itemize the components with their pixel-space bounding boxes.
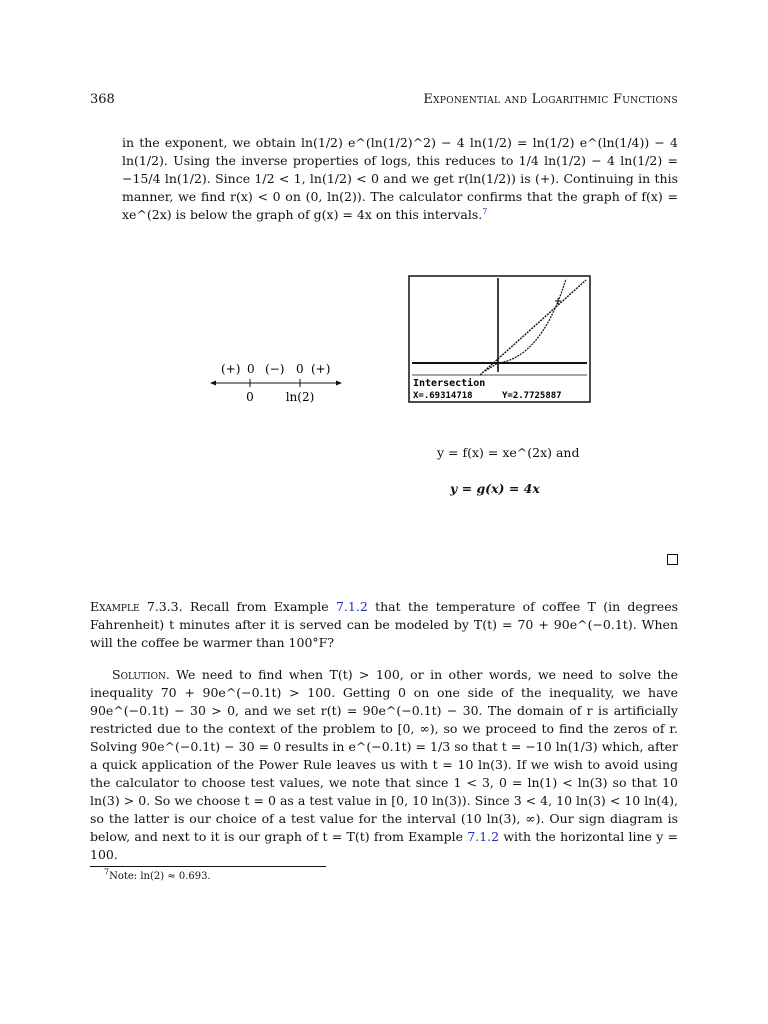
paragraph-continuation bbox=[122, 134, 678, 224]
running-title: Exponential and Logarithmic Functions bbox=[423, 92, 678, 107]
sign-zero-left: 0 bbox=[247, 362, 255, 376]
example-link[interactable]: 7.1.2 bbox=[335, 599, 368, 614]
tick-label-zero: 0 bbox=[246, 390, 254, 404]
sign-zero-right: 0 bbox=[296, 362, 304, 376]
solution-label: Solution. bbox=[112, 667, 170, 682]
footnote-marker: 7 bbox=[104, 867, 110, 877]
example-text-2: that the temperature of coffee T (in degrees Fahrenheit) t minutes after it is served can be modeled by T(t) = 70 + 90e^(−0.1t). When will the coffee be warmer than 100°F? bbox=[90, 599, 679, 650]
solution-text-1: We need to find when T(t) > 100, or in other words, we need to solve the inequality 70 + 90e^(−0.1t) > 100. Getting 0 on one side of the inequality, we have 90e^(−0.1t) − 30 > 0, and we set r(t) = 90e^(−0.1t) − 30. The domain of r is artificially restricted due to the context of the problem to [0, ∞), so we proceed to find the zeros of r. Solving 90e^(−0.1t) − 30 = 0 results in e^(−0.1t) = 1/3 so that t = −10 ln(1/3) which, after a quick application of the Power Rule leaves us with t = 10 ln(3). If we wish to avoid using the calculator to choose test values, we note that since 1 < 3, 0 = ln(1) < ln(3) so that 10 ln(3) > 0. So we choose t = 0 as a test value in [0, 10 ln(3)). Since 3 < 4, 10 ln(3) < 10 ln(4), so the latter is our choice of a test value for the interval (10 ln(3), ∞). Our sign diagram is below, and next to it is our graph of t = T(t) from Example bbox=[90, 667, 678, 844]
arrow-left-icon bbox=[210, 381, 216, 386]
sign-plus-left: (+) bbox=[221, 362, 241, 376]
solution-paragraph bbox=[90, 666, 678, 864]
example-text-1: Recall from Example bbox=[189, 599, 329, 614]
page-number: 368 bbox=[90, 92, 115, 107]
footnote-ref-link[interactable]: 7 bbox=[482, 206, 488, 216]
graph-caption-line2: y = g(x) = 4x bbox=[450, 481, 540, 496]
arrow-right-icon bbox=[336, 381, 342, 386]
solution-text-2: with the horizontal line y = 100. bbox=[90, 829, 678, 862]
calc-x-readout: X=.69314718 bbox=[413, 391, 473, 401]
calc-y-readout: Y=2.7725887 bbox=[502, 391, 562, 401]
solution-link[interactable]: 7.1.2 bbox=[467, 829, 500, 844]
example-label: Example 7.3.3. bbox=[90, 599, 183, 614]
tick-label-ln2: ln(2) bbox=[285, 390, 315, 404]
calc-intersection-label: Intersection bbox=[413, 378, 486, 389]
sign-plus-right: (+) bbox=[311, 362, 331, 376]
calculator-screen bbox=[408, 275, 591, 403]
sign-minus: (−) bbox=[265, 362, 285, 376]
qed-icon bbox=[667, 554, 678, 565]
footnote-rule bbox=[90, 866, 326, 867]
paragraph-text: in the exponent, we obtain ln(1/2) e^(ln(1/2)^2) − 4 ln(1/2) = ln(1/2) e^(ln(1/4)) − 4 ln(1/2). Using the inverse properties of logs, this reduces to 1/4 ln(1/2) − 4 ln(1/2) = −15/4 ln(1/2). Since 1/2 < 1, ln(1/2) < 0 and we get r(ln(1/2)) is (+). Continuing in this manner, we find r(x) < 0 on (0, ln(2)). The calculator confirms that the graph of f(x) = xe^(2x) is below the graph of g(x) = 4x on this intervals. bbox=[122, 135, 678, 222]
sign-diagram bbox=[210, 360, 345, 408]
graph-caption-line1: y = f(x) = xe^(2x) and bbox=[437, 445, 580, 460]
example-statement bbox=[90, 598, 678, 652]
footnote-text: Note: ln(2) ≈ 0.693. bbox=[109, 871, 211, 882]
footnote bbox=[104, 867, 211, 882]
